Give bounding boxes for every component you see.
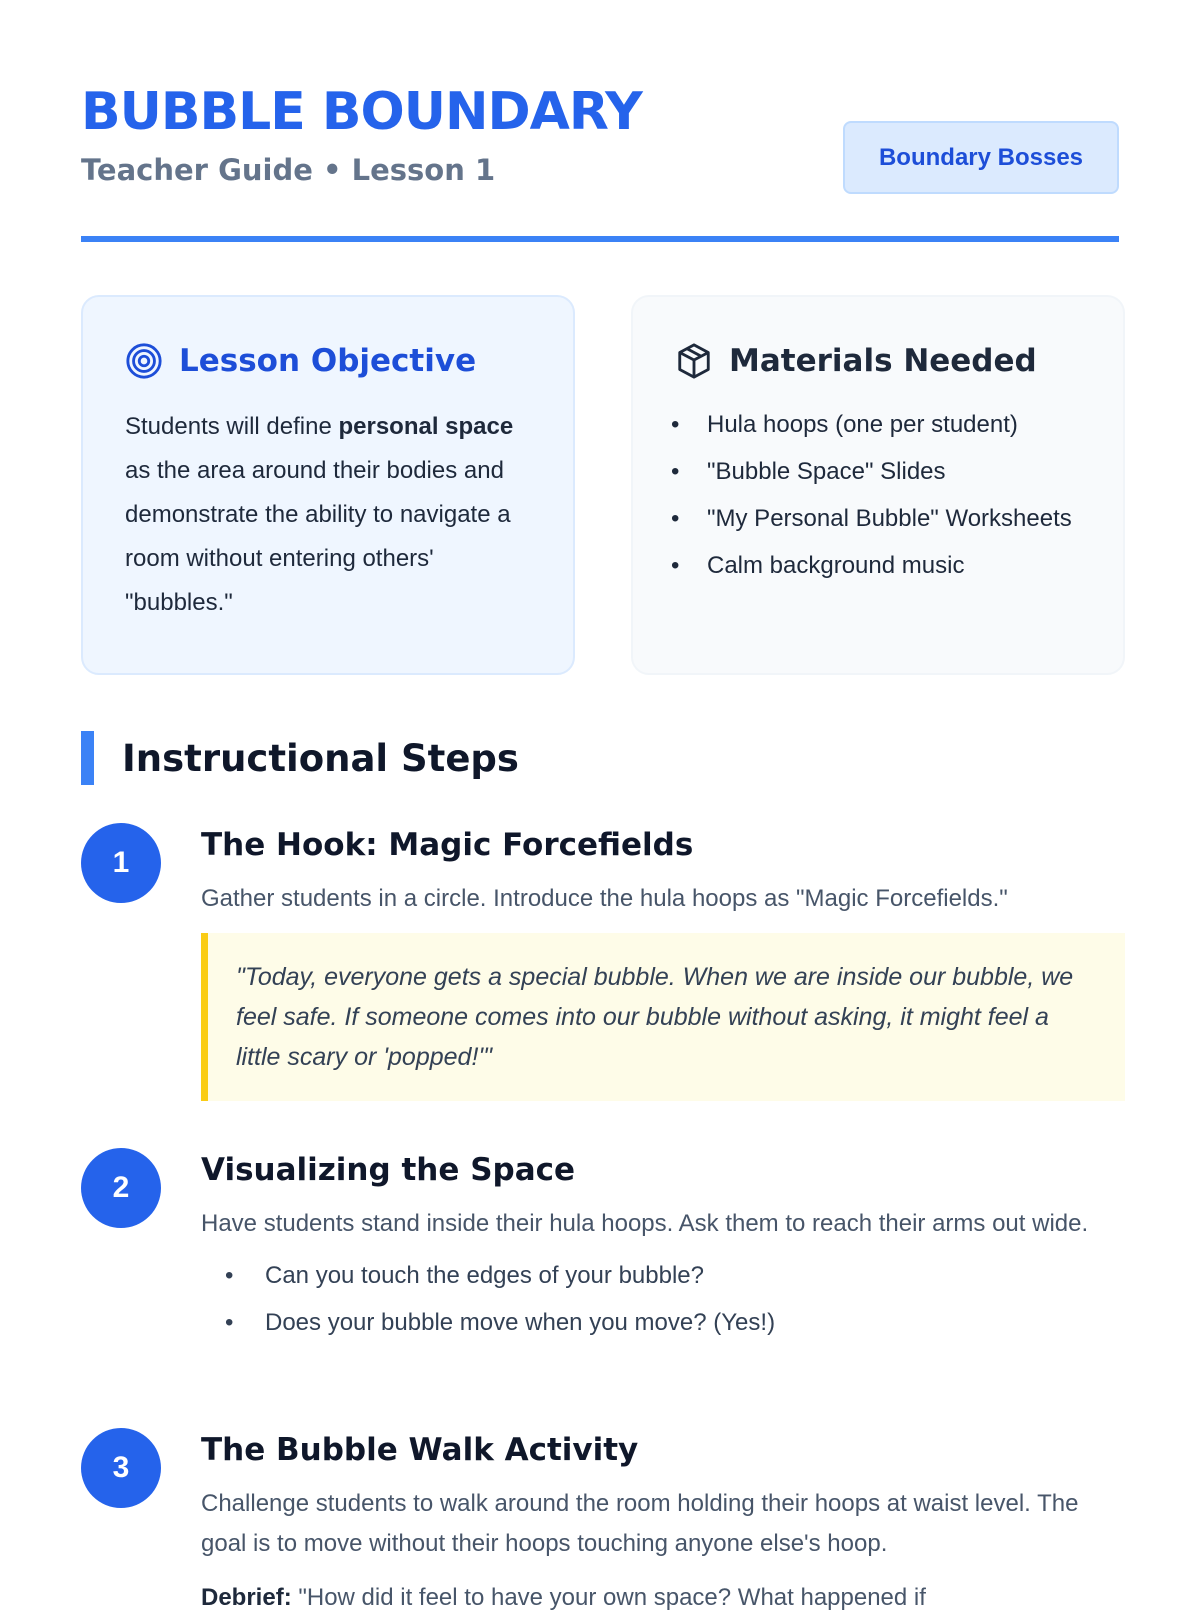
section-accent-bar: [81, 731, 94, 785]
step-text: Have students stand inside their hula hoops. Ask them to reach their arms out wide.: [201, 1210, 1089, 1237]
list-item: • "My Personal Bubble" Worksheets: [671, 499, 1081, 539]
target-icon: [125, 342, 163, 380]
list-item: • Calm background music: [671, 546, 1081, 586]
objective-text: Students will define personal space as the area around their bodies and demonstrate the ability to navigate a room without entering others' "bubbles.": [125, 413, 514, 616]
list-item: • Can you touch the edges of your bubble?: [225, 1256, 1125, 1296]
list-item: • Hula hoops (one per student): [671, 405, 1081, 445]
step-text: Challenge students to walk around the room holding their hoops at waist level. The goal is to move without their hoops touching anyone else's hoop.: [201, 1490, 1079, 1557]
section-title: Instructional Steps: [122, 736, 519, 780]
question-list: [201, 1256, 1125, 1343]
section-header: [81, 731, 519, 785]
header-divider: [81, 236, 1119, 242]
step-number: 2: [81, 1148, 161, 1228]
step-text: Gather students in a circle. Introduce the hula hoops as "Magic Forcefields.": [201, 885, 1008, 912]
page-title: BUBBLE BOUNDARY: [81, 82, 642, 142]
step-number: 3: [81, 1428, 161, 1508]
materials-list: [671, 405, 1081, 586]
lesson-objective-card: [81, 295, 575, 675]
page-header: [81, 0, 1119, 242]
list-item: • Does your bubble move when you move? (Yes!): [225, 1303, 1125, 1343]
step-title: Visualizing the Space: [201, 1152, 576, 1188]
debrief-text: Debrief: "How did it feel to have your own space? What happened if: [201, 1584, 926, 1611]
box-icon: [675, 342, 713, 380]
materials-title: Materials Needed: [729, 343, 1037, 379]
materials-card: [631, 295, 1125, 675]
unit-badge: Boundary Bosses: [843, 121, 1119, 194]
step-title: The Bubble Walk Activity: [201, 1432, 639, 1468]
list-item: • "Bubble Space" Slides: [671, 452, 1081, 492]
page-subtitle: Teacher Guide • Lesson 1: [81, 153, 496, 187]
overview-cards: [81, 295, 1125, 675]
step-title: The Hook: Magic Forcefields: [201, 827, 694, 863]
teacher-script-quote: "Today, everyone gets a special bubble. When we are inside our bubble, we feel safe. If someone comes into our bubble without asking, it might feel a little scary or 'popped!'": [201, 933, 1125, 1101]
objective-title: Lesson Objective: [179, 343, 477, 379]
step-number: 1: [81, 823, 161, 903]
